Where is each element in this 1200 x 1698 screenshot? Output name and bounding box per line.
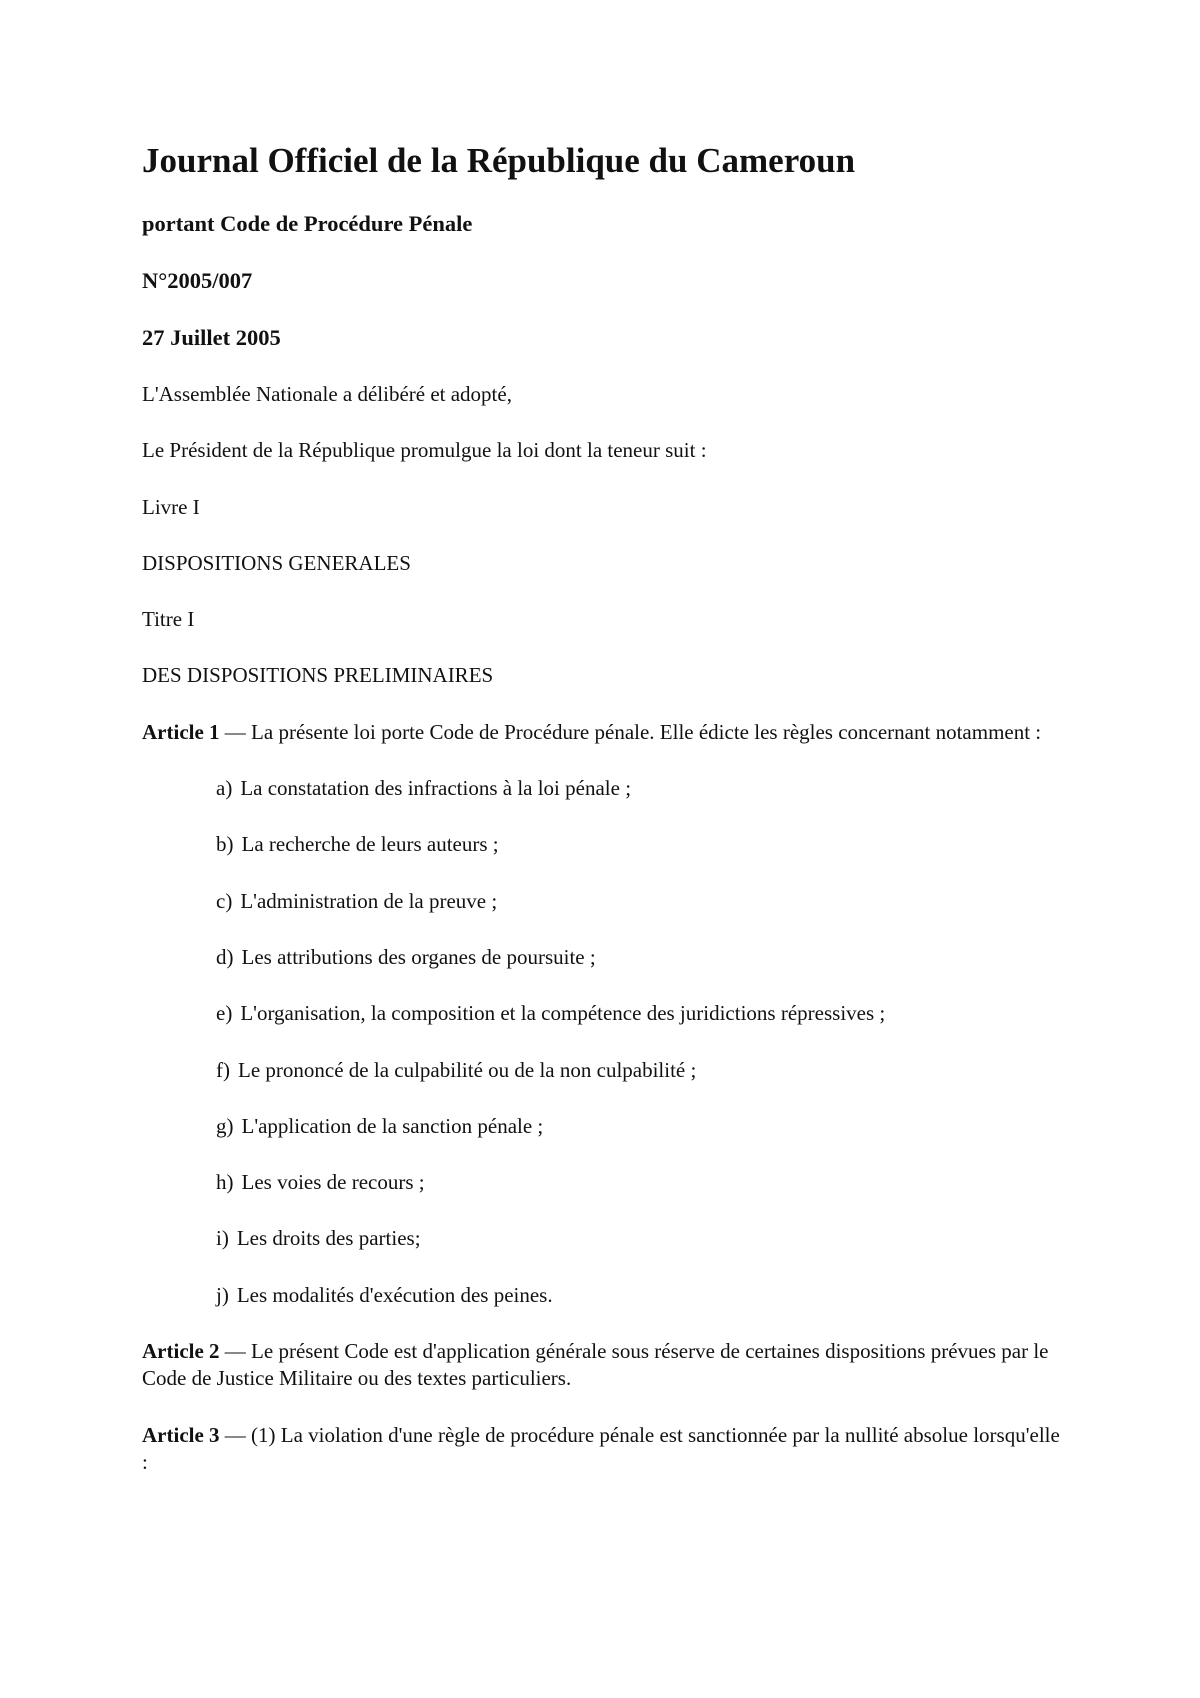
article-1-list <box>142 775 1062 1309</box>
list-item <box>216 944 1062 971</box>
article-2 <box>142 1338 1062 1393</box>
preamble-promulgation: Le Président de la République promulgue la loi dont la teneur suit : <box>142 438 707 463</box>
list-item <box>216 831 1062 858</box>
preamble-adoption: L'Assemblée Nationale a délibéré et adopté, <box>142 382 512 406</box>
list-marker: i) <box>216 1226 229 1251</box>
list-marker: d) <box>216 944 234 969</box>
article-3-label: Article 3 <box>142 1422 220 1447</box>
list-marker: f) <box>216 1057 230 1082</box>
article-2-text: — Le présent Code est d'application générale sous réserve de certaines dispositions prévues par le Code de Justice Militaire ou des textes particuliers. <box>142 1339 1049 1391</box>
list-item-text: Les voies de recours ; <box>241 1170 425 1195</box>
book-title: DISPOSITIONS GENERALES <box>142 550 411 575</box>
book-heading: Livre I <box>142 494 200 519</box>
list-item <box>216 1225 1062 1252</box>
title-heading: Titre I <box>142 607 195 632</box>
list-item <box>216 1000 1062 1027</box>
title-name: DES DISPOSITIONS PRELIMINAIRES <box>142 663 494 688</box>
list-item <box>216 1169 1062 1196</box>
list-item <box>216 775 1062 802</box>
list-item-text: L'administration de la preuve ; <box>240 888 498 913</box>
document-subtitle: portant Code de Procédure Pénale <box>142 211 473 236</box>
list-item-text: L'organisation, la composition et la compétence des juridictions répressives ; <box>240 1001 886 1026</box>
list-marker: j) <box>216 1282 229 1307</box>
list-item <box>216 888 1062 915</box>
article-1-text: — La présente loi porte Code de Procédure pénale. Elle édicte les règles concernant notamment : <box>219 719 1042 744</box>
document-date: 27 Juillet 2005 <box>142 325 281 350</box>
list-marker: c) <box>216 888 233 913</box>
article-1 <box>142 719 1062 746</box>
list-item-text: La recherche de leurs auteurs ; <box>241 832 499 857</box>
list-item <box>216 1057 1062 1084</box>
list-item-text: Les attributions des organes de poursuite ; <box>241 944 596 969</box>
list-item-text: Les modalités d'exécution des peines. <box>236 1282 553 1307</box>
list-marker: g) <box>216 1113 234 1138</box>
document-content <box>142 140 1062 1505</box>
list-marker: a) <box>216 776 233 801</box>
list-item-text: L'application de la sanction pénale ; <box>241 1113 544 1138</box>
document-title: Journal Officiel de la République du Cameroun <box>142 141 856 180</box>
article-3-text: — (1) La violation d'une règle de procédure pénale est sanctionnée par la nullité absolue lorsqu'elle : <box>142 1422 1060 1474</box>
document-number: N°2005/007 <box>142 268 253 293</box>
list-marker: b) <box>216 832 234 857</box>
list-item <box>216 1113 1062 1140</box>
article-1-label: Article 1 <box>142 719 220 744</box>
list-marker: e) <box>216 1001 233 1026</box>
list-item-text: Les droits des parties; <box>236 1226 421 1251</box>
list-marker: h) <box>216 1170 234 1195</box>
list-item-text: Le prononcé de la culpabilité ou de la non culpabilité ; <box>238 1057 697 1082</box>
list-item-text: La constatation des infractions à la loi pénale ; <box>240 776 632 801</box>
list-item <box>216 1282 1062 1309</box>
article-2-label: Article 2 <box>142 1339 220 1364</box>
article-3 <box>142 1422 1062 1477</box>
